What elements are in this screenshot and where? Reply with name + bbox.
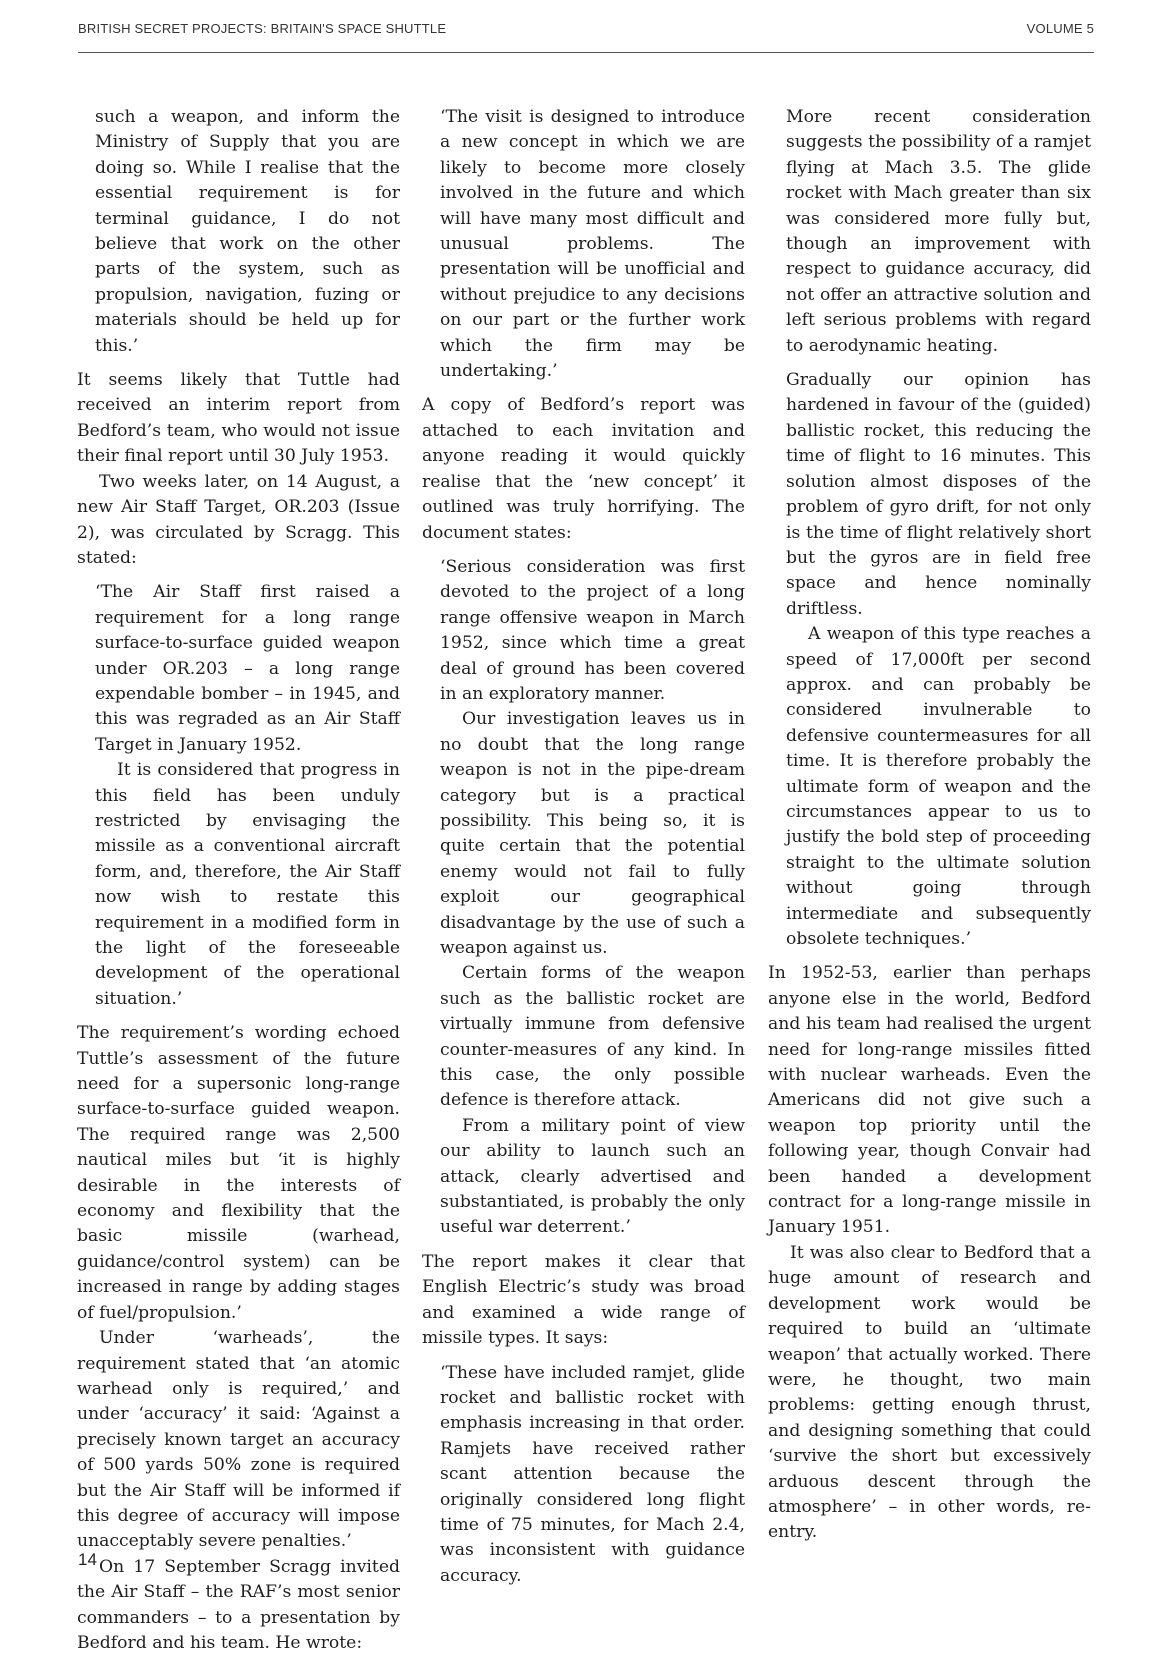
body-paragraph: The report makes it clear that English Electric’s study was broad and examined a wide range of missile types. It says: (422, 1251, 745, 1349)
body-paragraph: On 17 September Scragg invited the Air Staff – the RAF’s most senior commanders – to a presentation by Bedford and his team. He wrote: (77, 1556, 400, 1653)
quote-paragraph: Our investigation leaves us in no doubt that the long range weapon is not in the pipe-dream category but is a practical possibility. This being so, it is quite certain that the potential enemy would not fail to fully exploit our geographical disadvantage by the use of such a weapon against us. (440, 709, 745, 958)
header-volume: VOLUME 5 (1026, 21, 1094, 36)
quote-paragraph: More recent consideration suggests the possibility of a ramjet flying at Mach 3.5. The glide rocket with Mach greater than six was considered more fully but, though an improvement with respect to guidance accuracy, did not offer an attractive solution and left serious problems with regard to aerodynamic heating. (786, 107, 1091, 356)
quote-paragraph: ‘The visit is designed to introduce a new concept in which we are likely to become more closely involved in the future and which will have many most difficult and unusual problems. The presentation will be unofficial and without prejudice to any decisions on our part or the further work which the firm may be undertaking.’ (440, 107, 745, 382)
quote-paragraph: A weapon of this type reaches a speed of 17,000ft per second approx. and can probably be considered invulnerable to defensive countermeasures for all time. It is therefore probably the ultimate form of weapon and the circumstances appear to us to justify the bold step of proceeding straight to the ultimate solution without going through intermediate and subsequently obsolete techniques.’ (786, 624, 1091, 949)
body-paragraph: The requirement’s wording echoed Tuttle’s assessment of the future need for a supersonic long-range surface-to-surface guided weapon. The required range was 2,500 nautical miles but ‘it is highly desirable in the interests of economy and flexibility that the basic missile (warhead, guidance/control system) can be increased in range by adding stages of fuel/propulsion.’ (77, 1023, 400, 1323)
quote-paragraph: such a weapon, and inform the Ministry of Supply that you are doing so. While I realise that the essential requirement is for terminal guidance, I do not believe that work on the other parts of the system, such as propulsion, navigation, fuzing or materials should be held up for this.’ (95, 107, 400, 356)
text-column-3 (768, 105, 1091, 1546)
body-paragraph: Two weeks later, on 14 August, a new Air Staff Target, OR.203 (Issue 2), was circulated by Scragg. This stated: (77, 471, 400, 568)
quote-paragraph: ‘These have included ramjet, glide rocket and ballistic rocket with emphasis increasing in that order. Ramjets have received rather scant attention because the originally considered long flight time of 75 minutes, for Mach 2.4, was inconsistent with guidance accuracy. (440, 1362, 745, 1586)
quote-paragraph: Certain forms of the weapon such as the ballistic rocket are virtually immune from defensive counter-measures of any kind. In this case, the only possible defence is therefore attack. (440, 963, 745, 1111)
text-column-1 (77, 105, 400, 1656)
body-paragraph: It was also clear to Bedford that a huge amount of research and development work would be required to build an ‘ultimate weapon’ that actually worked. There were, he thought, two main problems: getting enough thrust, and designing something that could ‘survive the short but excessively arduous descent through the atmosphere’ – in other words, re-entry. (768, 1242, 1091, 1543)
quote-paragraph: ‘The Air Staff first raised a requirement for a long range surface-to-surface guided weapon under OR.203 – a long range expendable bomber – in 1945, and this was regraded as an Air Staff Target in January 1952. (95, 582, 400, 755)
body-paragraph: In 1952-53, earlier than perhaps anyone else in the world, Bedford and his team had realised the urgent need for long-range missiles fitted with nuclear warheads. Even the Americans did not give such a weapon top priority until the following year, though Convair had been handed a development contract for a long-range missile in January 1951. (768, 963, 1091, 1238)
quote-paragraph: It is considered that progress in this field has been unduly restricted by envisaging the missile as a conventional aircraft form, and, therefore, the Air Staff now wish to restate this requirement in a modified form in the light of the foreseeable development of the operational situation.’ (95, 760, 400, 1009)
block-quote (422, 1361, 745, 1590)
block-quote (77, 580, 400, 1012)
body-paragraph: It seems likely that Tuttle had received an interim report from Bedford’s team, who would not issue their final report until 30 July 1953. (77, 370, 400, 467)
page-number: 14 (78, 1550, 97, 1569)
block-quote (77, 105, 400, 359)
body-paragraph: A copy of Bedford’s report was attached to each invitation and anyone reading it would quickly realise that the ‘new concept’ it outlined was truly horrifying. The document states: (422, 395, 745, 543)
header-book-title: BRITISH SECRET PROJECTS: BRITAIN'S SPACE SHUTTLE (78, 21, 447, 36)
block-quote (422, 555, 745, 1241)
body-paragraph: Under ‘warheads’, the requirement stated that ‘an atomic warhead only is required,’ and under ‘accuracy’ it said: ‘Against a precisely known target an accuracy of 500 yards 50% zone is required but the Air Staff will be informed if this degree of accuracy will impose unacceptably severe penalties.’ (77, 1328, 400, 1552)
quote-paragraph: From a military point of view our ability to launch such an attack, clearly advertised and substantiated, is probably the only useful war deterrent.’ (440, 1115, 745, 1238)
text-column-2 (422, 105, 745, 1589)
block-quote (422, 105, 745, 384)
running-header (78, 18, 1094, 53)
quote-paragraph: ‘Serious consideration was first devoted to the project of a long range offensive weapon in March 1952, since which time a great deal of ground has been covered in an exploratory manner. (440, 556, 745, 704)
block-quote (768, 105, 1091, 952)
quote-paragraph: Gradually our opinion has hardened in favour of the (guided) ballistic rocket, this reducing the time of flight to 16 minutes. This solution almost disposes of the problem of gyro drift, for not only is the time of flight relatively short but the gyros are in field free space and hence nominally driftless. (786, 370, 1091, 619)
